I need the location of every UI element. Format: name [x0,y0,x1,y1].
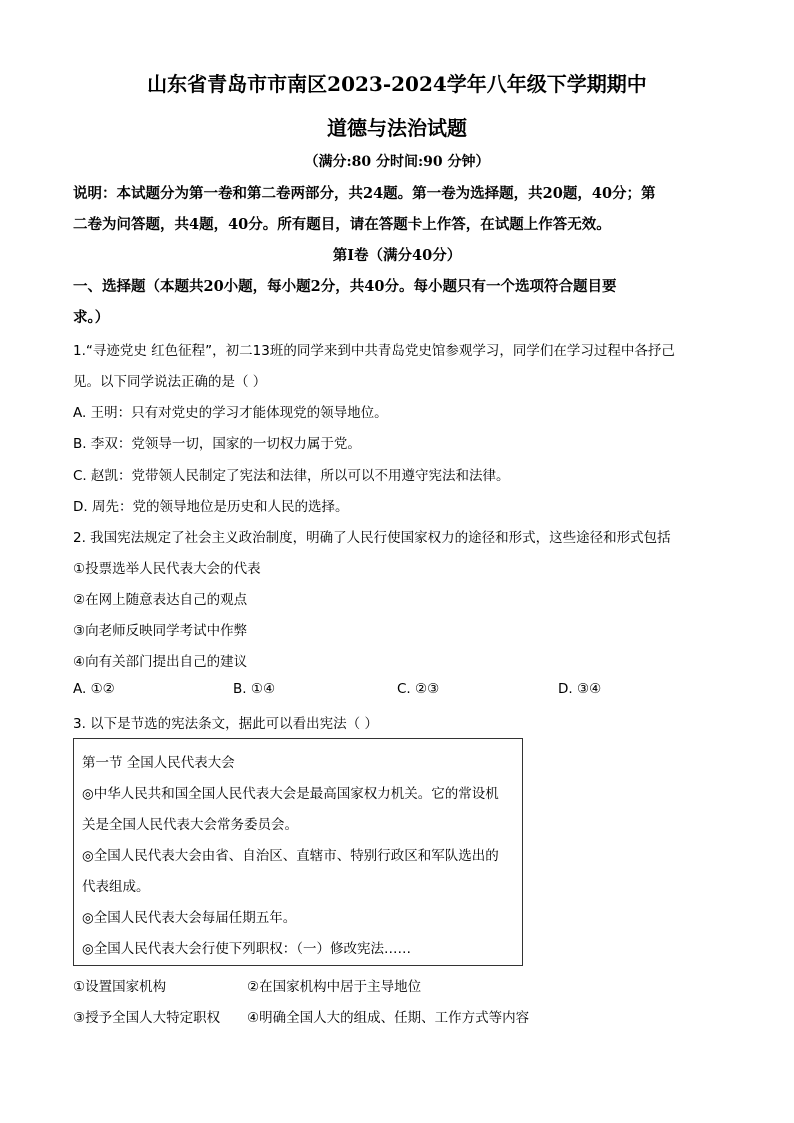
score-time-note: （满分:80 分时间:90 分钟） [304,154,490,170]
excerpt-line: 关是全国人民代表大会常务委员会。 [82,817,298,833]
constitution-excerpt-box [73,738,523,966]
q2-stem: 2. 我国宪法规定了社会主义政治制度，明确了人民行使国家权力的途径和形式，这些途径和形式包括 [73,530,671,546]
exam-title-line1: 山东省青岛市市南区2023-2024学年八年级下学期期中 [147,72,647,96]
q3-item-4: ④明确全国人大的组成、任期、工作方式等内容 [247,1010,530,1026]
q3-item-1: ①设置国家机构 [73,979,167,995]
q1-option-c: C. 赵凯：党带领人民制定了宪法和法律，所以可以不用遵守宪法和法律。 [73,468,510,484]
q1-option-b: B. 李双：党领导一切，国家的一切权力属于党。 [73,436,361,452]
excerpt-line: 代表组成。 [82,879,150,895]
q2-item-2: ②在网上随意表达自己的观点 [73,592,248,608]
q1-stem-line2: 见。以下同学说法正确的是（ ） [73,374,267,390]
instructions-line1: 说明：本试题分为第一卷和第二卷两部分，共24题。第一卷为选择题，共20题，40分；第 [73,185,656,202]
q2-option-b: B. ①④ [233,681,276,697]
instructions-line2: 二卷为问答题，共4题，40分。所有题目，请在答题卡上作答，在试题上作答无效。 [73,216,611,233]
q3-item-3: ③授予全国人大特定职权 [73,1010,221,1026]
excerpt-line: ◎中华人民共和国全国人民代表大会是最高国家权力机关。它的常设机 [82,786,499,802]
part-heading-line2: 求。） [73,309,110,326]
q3-stem: 3. 以下是节选的宪法条文，据此可以看出宪法（ ） [73,716,378,732]
volume-title: 第Ⅰ卷（满分40分） [332,247,462,264]
q3-item-2: ②在国家机构中居于主导地位 [247,979,422,995]
q2-item-3: ③向老师反映同学考试中作弊 [73,623,248,639]
q2-item-1: ①投票选举人民代表大会的代表 [73,561,261,577]
excerpt-line: ◎全国人民代表大会每届任期五年。 [82,910,297,926]
excerpt-line: 第一节 全国人民代表大会 [82,755,235,771]
part-heading-line1: 一、选择题（本题共20小题，每小题2分，共40分。每小题只有一个选项符合题目要 [73,278,617,295]
q2-option-c: C. ②③ [397,681,440,697]
q2-item-4: ④向有关部门提出自己的建议 [73,654,248,670]
q2-option-a: A. ①② [73,681,115,697]
q1-option-d: D. 周先：党的领导地位是历史和人民的选择。 [73,499,349,515]
excerpt-line: ◎全国人民代表大会行使下列职权：（一）修改宪法…… [82,941,412,957]
excerpt-line: ◎全国人民代表大会由省、自治区、直辖市、特别行政区和军队选出的 [82,848,499,864]
q1-stem-line1: 1.“寻迹党史 红色征程”，初二13班的同学来到中共青岛党史馆参观学习，同学们在学习过程中各抒己 [73,343,675,359]
exam-title-line2: 道德与法治试题 [327,116,467,140]
q1-option-a: A. 王明：只有对党史的学习才能体现党的领导地位。 [73,405,388,421]
q2-option-d: D. ③④ [558,681,602,697]
